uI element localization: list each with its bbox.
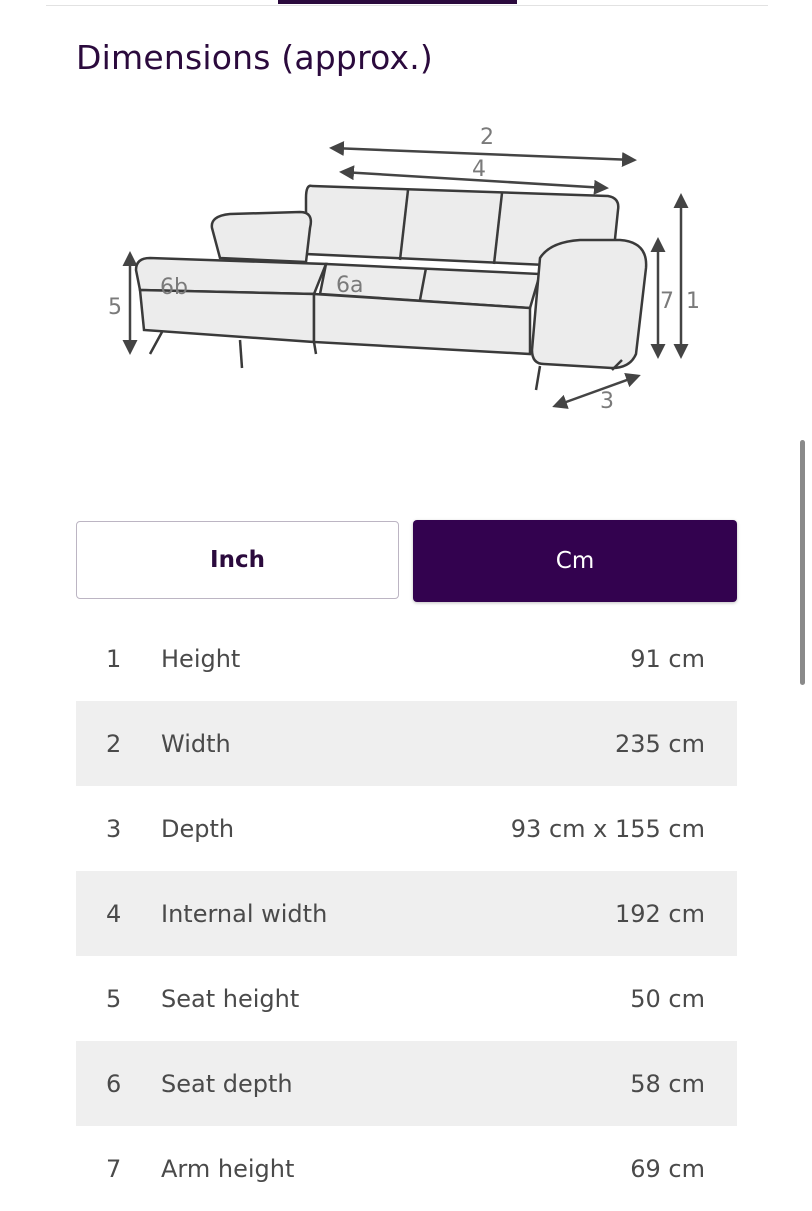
- row-label: Depth: [161, 814, 235, 843]
- row-number: 5: [106, 984, 122, 1013]
- row-label: Arm height: [161, 1154, 295, 1183]
- unit-toggle: [76, 520, 737, 600]
- sofa-outline: [136, 186, 646, 368]
- row-number: 1: [106, 644, 122, 673]
- table-row: [76, 871, 737, 956]
- row-number: 4: [106, 899, 122, 928]
- diagram-label-5: 5: [108, 295, 122, 320]
- row-value: 192 cm: [614, 899, 705, 928]
- diagram-label-6a: 6a: [336, 273, 364, 298]
- diagram-label-2: 2: [480, 125, 494, 150]
- inch-button[interactable]: Inch: [76, 521, 399, 599]
- table-row: [76, 1041, 737, 1126]
- page-title: Dimensions (approx.): [76, 38, 433, 77]
- row-label: Height: [161, 644, 241, 673]
- row-label: Width: [161, 729, 231, 758]
- row-value: 69 cm: [630, 1154, 705, 1183]
- row-number: 3: [106, 814, 122, 843]
- table-row: [76, 701, 737, 786]
- active-tab-indicator: [278, 0, 517, 4]
- row-label: Seat height: [161, 984, 300, 1013]
- diagram-label-1: 1: [686, 289, 700, 314]
- row-value: 235 cm: [614, 729, 705, 758]
- dimensions-table: [76, 616, 737, 1211]
- row-value: 91 cm: [630, 644, 705, 673]
- diagram-label-6b: 6b: [160, 275, 188, 300]
- table-row: [76, 786, 737, 871]
- row-value: 50 cm: [630, 984, 705, 1013]
- row-number: 6: [106, 1069, 122, 1098]
- diagram-label-7: 7: [660, 289, 674, 314]
- scrollbar[interactable]: [800, 440, 805, 685]
- top-divider: [46, 5, 768, 6]
- row-label: Seat depth: [161, 1069, 293, 1098]
- row-number: 2: [106, 729, 122, 758]
- diagram-label-3: 3: [600, 389, 614, 414]
- row-number: 7: [106, 1154, 122, 1183]
- sofa-diagram-svg: [100, 118, 720, 418]
- cm-button[interactable]: Cm: [413, 520, 737, 602]
- diagram-label-4: 4: [472, 157, 486, 182]
- row-value: 58 cm: [630, 1069, 705, 1098]
- table-row: [76, 956, 737, 1041]
- table-row: [76, 616, 737, 701]
- sofa-dimensions-diagram: [100, 118, 720, 418]
- row-value: 93 cm x 155 cm: [510, 814, 705, 843]
- row-label: Internal width: [161, 899, 328, 928]
- depth-arrow: [555, 376, 638, 406]
- table-row: [76, 1126, 737, 1211]
